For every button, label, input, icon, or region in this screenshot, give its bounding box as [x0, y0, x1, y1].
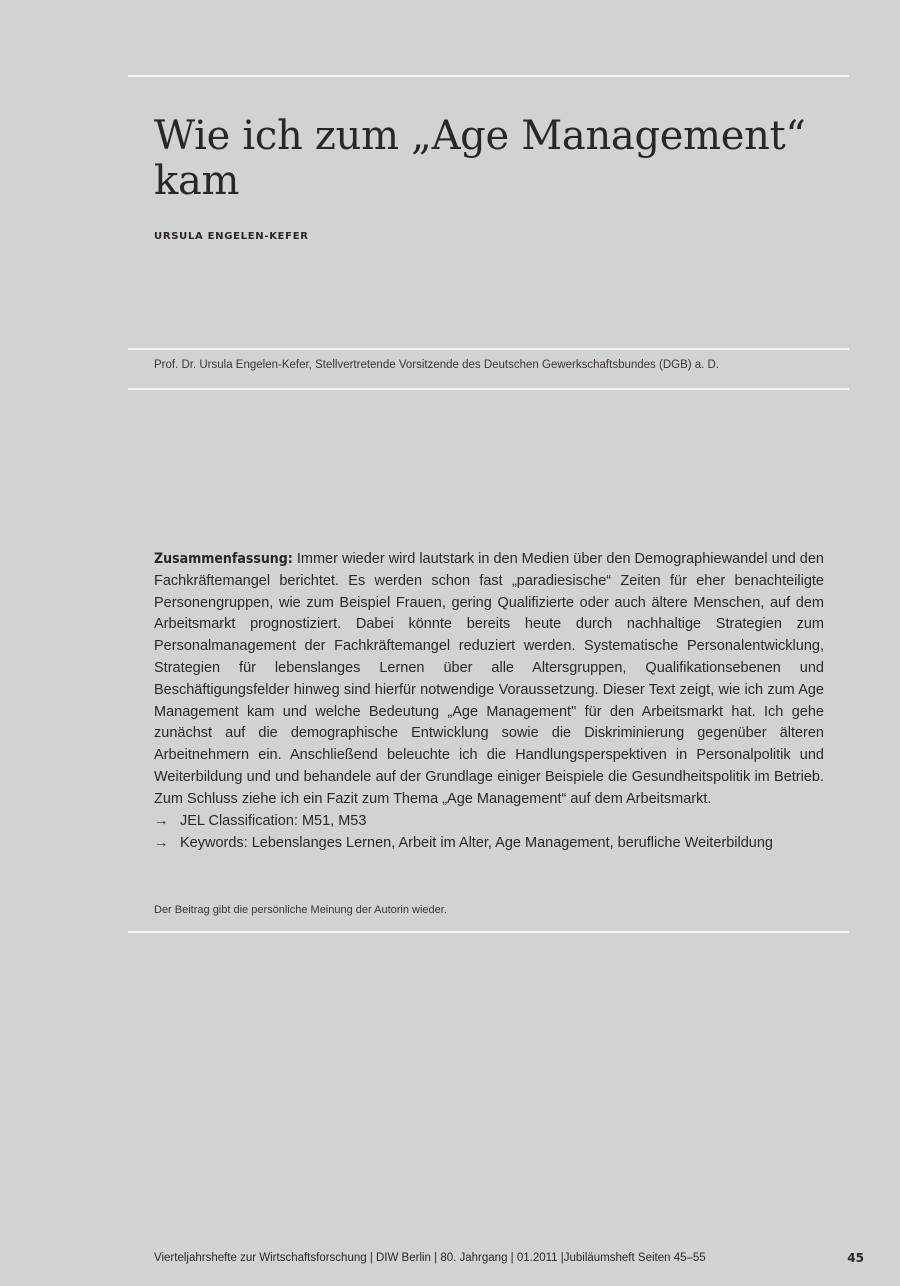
disclaimer-note: Der Beitrag gibt die persönliche Meinung der Autorin wieder.: [154, 904, 447, 916]
jel-classification: [154, 813, 844, 829]
page-number: 45: [847, 1251, 864, 1265]
article-author: URSULA ENGELEN-KEFER: [154, 231, 309, 242]
jel-text: JEL Classification: M51, M53: [180, 813, 367, 829]
article-title: Wie ich zum „Age Management“ kam: [154, 113, 806, 204]
keywords-text: Keywords: Lebenslanges Lernen, Arbeit im Alter, Age Management, berufliche Weiterbildung: [180, 835, 773, 851]
arrow-right-icon: →: [154, 835, 169, 851]
affiliation-bottom-rule: [128, 388, 849, 390]
keywords: [154, 835, 844, 851]
note-bottom-rule: [128, 931, 849, 933]
abstract-lead: Zusammenfassung:: [154, 551, 293, 567]
abstract: [154, 549, 824, 811]
journal-citation: Vierteljahrshefte zur Wirtschaftsforschung | DIW Berlin | 80. Jahrgang | 01.2011 |Jubiläumsheft Seiten 45–55: [154, 1252, 706, 1264]
affiliation-top-rule: [128, 348, 849, 350]
abstract-text: Immer wieder wird lautstark in den Medien über den Demographiewandel und den Fachkräftemangel berichtet. Es werden schon fast „paradiesische“ Zeiten für eher benachteiligte Personengruppen, wie zum Beispiel Frauen, gering Qualifizierte oder auch ältere Menschen, auf dem Arbeitsmarkt prognostiziert. Dabei könnte bereits heute durch nachhaltige Strategien zum Personalmanagement der Fachkräftemangel reduziert werden. Systematische Personalentwicklung, Strategien für lebenslanges Lernen über alle Altersgruppen, Qualifikationsebenen und Beschäftigungsfelder hinweg sind hierfür notwendige Voraussetzung. Dieser Text zeigt, wie ich zum Age Management kam und welche Bedeutung „Age Management" für den Arbeitsmarkt hat. Ich gehe zunächst auf die demographische Entwicklung sowie die Diskriminierung gegenüber älteren Arbeitnehmern ein. Anschließend beleuchte ich die Handlungsperspektiven in Personalpolitik und Weiterbildung und und behandele auf der Grundlage einiger Beispiele die Gesundheitspolitik im Betrieb. Zum Schluss ziehe ich ein Fazit zum Thema „Age Management“ auf dem Arbeitsmarkt.: [154, 551, 824, 807]
arrow-right-icon: →: [154, 813, 169, 829]
top-rule: [128, 75, 849, 77]
author-affiliation: Prof. Dr. Ursula Engelen-Kefer, Stellvertretende Vorsitzende des Deutschen Gewerkschaftsbundes (DGB) a. D.: [154, 359, 720, 371]
